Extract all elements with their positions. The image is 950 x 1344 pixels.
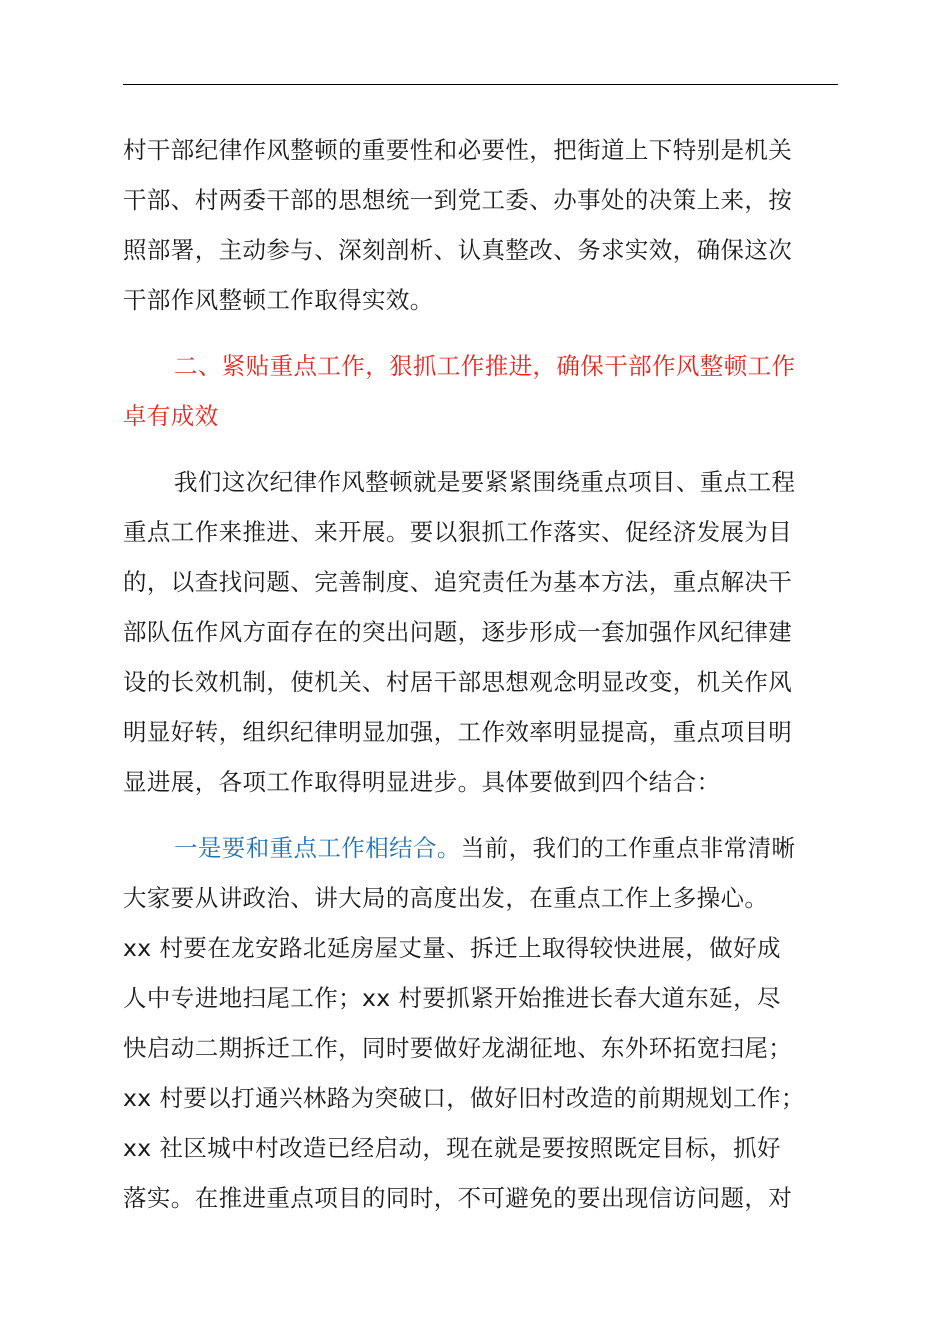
text-line: 设的长效机制，使机关、村居干部思想观念明显改变，机关作风 xyxy=(123,668,793,696)
text-line: xx 村要在龙安路北延房屋丈量、拆迁上取得较快进展，做好成 xyxy=(123,934,781,962)
paragraph-gap xyxy=(123,807,863,823)
text-line: 的，以查找问题、完善制度、追究责任为基本方法，重点解决干 xyxy=(123,568,793,596)
text-line: 显进展，各项工作取得明显进步。具体要做到四个结合： xyxy=(123,768,721,796)
text-line: 落实。在推进重点项目的同时，不可避免的要出现信访问题，对 xyxy=(123,1184,793,1212)
paragraph-continuation xyxy=(123,125,863,325)
paragraph-gap xyxy=(123,325,863,341)
section-heading xyxy=(123,341,863,441)
text-line: 人中专进地扫尾工作；xx 村要抓紧开始推进长春大道东延，尽 xyxy=(123,984,781,1012)
lead-phrase: 一是要和重点工作相结合。 xyxy=(174,834,461,862)
text-line: 重点工作来推进、来开展。要以狠抓工作落实、促经济发展为目 xyxy=(123,518,793,546)
text-line: 大家要从讲政治、讲大局的高度出发，在重点工作上多操心。 xyxy=(123,884,769,912)
heading-line: 卓有成效 xyxy=(123,402,219,430)
text-line: xx 村要以打通兴林路为突破口，做好旧村改造的前期规划工作； xyxy=(123,1084,805,1112)
text-line xyxy=(123,823,863,873)
text-line: 快启动二期拆迁工作，同时要做好龙湖征地、东外环拓宽扫尾； xyxy=(123,1034,793,1062)
paragraph-key-work xyxy=(123,823,863,1223)
text-line: 干部作风整顿工作取得实效。 xyxy=(123,286,434,314)
paragraph-four-combinations xyxy=(123,457,863,807)
text-line: 干部、村两委干部的思想统一到党工委、办事处的决策上来，按 xyxy=(123,186,793,214)
document-body xyxy=(123,125,863,1223)
text-line: 照部署，主动参与、深刻剖析、认真整改、务求实效，确保这次 xyxy=(123,236,793,264)
text-line: 明显好转，组织纪律明显加强，工作效率明显提高，重点项目明 xyxy=(123,718,793,746)
text-line: 部队伍作风方面存在的突出问题，逐步形成一套加强作风纪律建 xyxy=(123,618,793,646)
paragraph-gap xyxy=(123,441,863,457)
lead-continuation: 当前，我们的工作重点非常清晰 xyxy=(460,834,796,862)
text-line: 村干部纪律作风整顿的重要性和必要性，把街道上下特别是机关 xyxy=(123,136,793,164)
header-rule xyxy=(123,84,838,85)
heading-line: 二、紧贴重点工作，狠抓工作推进，确保干部作风整顿工作 xyxy=(174,352,796,380)
text-line: 我们这次纪律作风整顿就是要紧紧围绕重点项目、重点工程 xyxy=(174,468,796,496)
text-line: xx 社区城中村改造已经启动，现在就是要按照既定目标，抓好 xyxy=(123,1134,781,1162)
